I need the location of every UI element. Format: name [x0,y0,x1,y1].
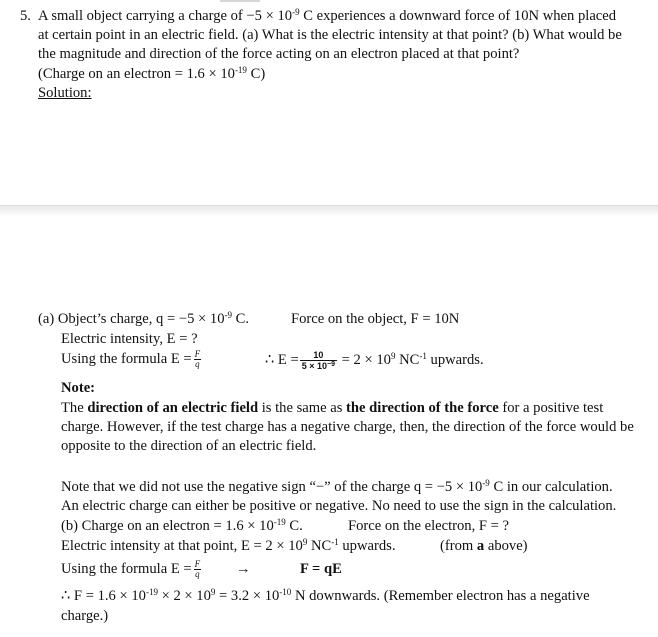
part-b-formula: Using the formula E = $\frac{F}{q}$ [61,559,201,580]
question-line-1: A small object carrying a charge of $-5 \times 10^{-9}$ C experiences a downward force of 10N when placed [38,7,617,24]
result-fraction: $\frac{10}{5 \times 10^{-9}}$ [301,350,335,371]
part-b-intensity: Electric intensity at that point, $E = 2 \times 10^9$ $NC^{-1}$ upwards. [61,537,396,554]
question-line-4: (Charge on an electron = $1.6 \times 10^{-19}$ C) [38,65,266,82]
part-b-note-2: An electric charge can either be positive or negative. No need to use the sign in the calculation. [61,498,617,514]
note-line-1: The direction of an electric field is the same as the direction of the force for a positive test [61,400,604,416]
top-edge-fragment [220,0,260,2]
arrow-icon: → [236,561,251,577]
question-line-2: at certain point in an electric field. (a) What is the electric intensity at that point? (b) What would be [38,27,622,43]
part-b-from-a: (from a above) [440,538,528,554]
note-line-3: opposite to the direction of an electric field. [61,438,317,454]
part-b-calc: ∴ $F = 1.6 \times 10^{-19} \times 2 \times 10^9 = 3.2 \times 10^{-10}$ N downwards. (Remember electron has a negative [61,587,590,604]
part-b-note-1: Note that we did not use the negative sign “−” of the charge $q = -5 \times 10^{-9}$ C in our calculation. [61,478,613,495]
part-b-force-question: Force on the electron, F = ? [348,518,510,534]
part-b-fqe: F = qE [300,561,342,577]
question-line-3: the magnitude and direction of the force acting on an electron placed at that point? [38,46,520,62]
part-b-calc-end: charge.) [61,608,109,624]
part-a-force: Force on the object, F = 10N [291,311,460,327]
part-a-formula: Using the formula E = $\frac{F}{q}$ [61,349,201,370]
formula-fraction-b: $\frac{F}{q}$ [194,559,201,580]
solution-label: Solution: [38,85,92,101]
part-b-charge: (b) Charge on an electron = $1.6 \times 10^{-19}$ C. [61,517,303,534]
note-label: Note: [61,380,96,396]
page-divider [0,205,658,216]
part-a-result: ∴ E = $\frac{10}{5 \times 10^{-9}}$ = $2 \times 10^9$ $NC^{-1}$ upwards. [265,350,484,371]
question-number: 5. [20,8,31,24]
formula-fraction: $\frac{F}{q}$ [194,349,201,370]
part-a-charge: (a) Object’s charge, $q = -5 \times 10^{-9}$ C. [38,310,250,327]
part-a-intensity-question: Electric intensity, E = ? [61,331,198,347]
note-line-2: charge. However, if the test charge has a negative charge, then, the direction of the force would be [61,419,634,435]
